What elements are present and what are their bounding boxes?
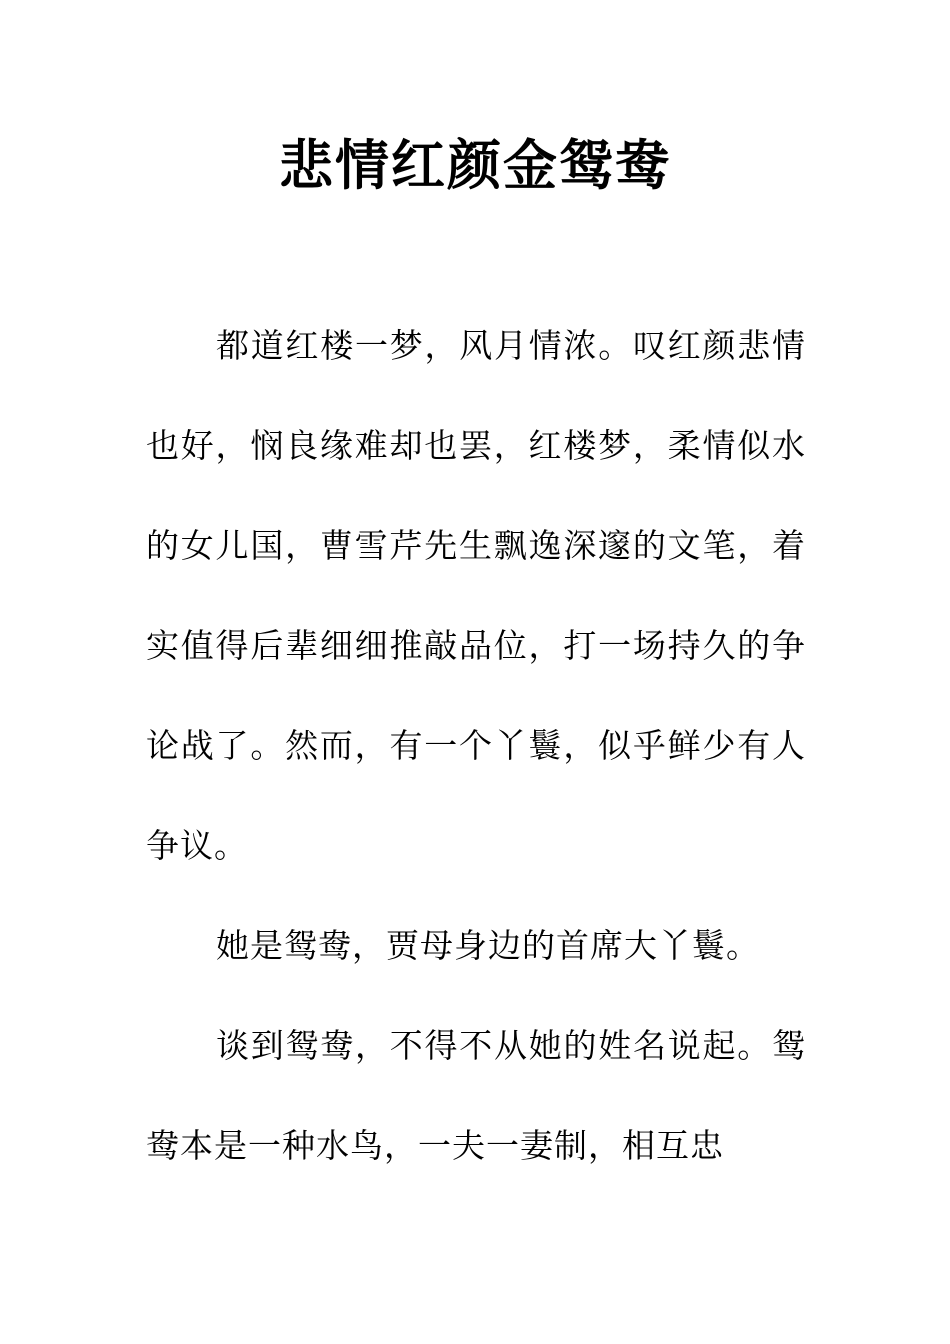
paragraph-1: 都道红楼一梦，风月情浓。叹红颜悲情也好，悯良缘难却也罢，红楼梦，柔情似水的女儿国，曹雪芹先生飘逸深邃的文笔，着实值得后辈细细推敲品位，打一场持久的争论战了。然而，有一个丫鬟，似乎鲜少有人争议。	[146, 326, 806, 865]
document-title: 悲情红颜金鸳鸯	[279, 134, 671, 197]
paragraph-2: 她是鸳鸯，贾母身边的首席大丫鬟。	[216, 926, 760, 965]
document-body	[146, 296, 806, 1196]
paragraph-3: 谈到鸳鸯，不得不从她的姓名说起。鸳鸯本是一种水鸟，一夫一妻制，相互忠	[146, 1026, 806, 1165]
